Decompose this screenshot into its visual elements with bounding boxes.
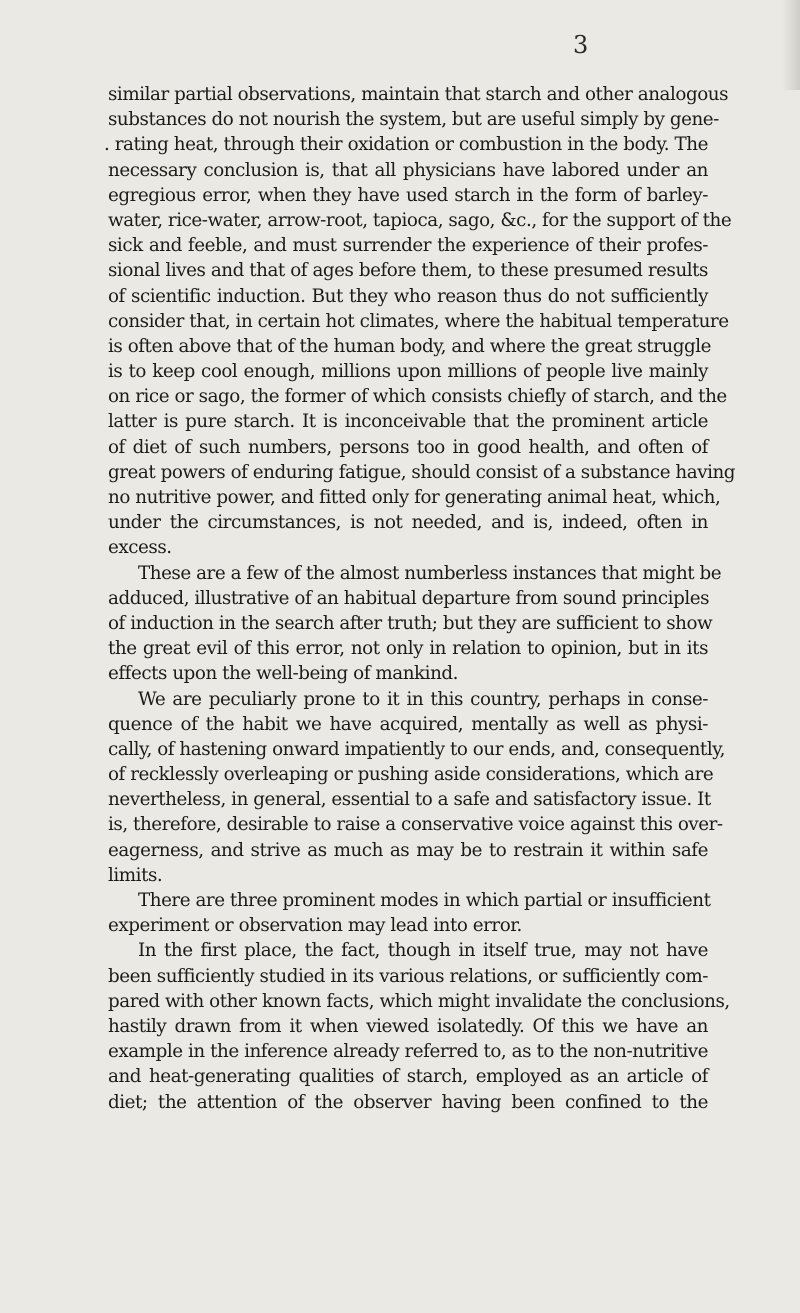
- text-line: similar partial observations, maintain that starch and other analogous: [108, 84, 729, 105]
- text-line: nevertheless, in general, essential to a safe and satisfactory issue. It: [108, 789, 711, 811]
- text-line: is often above that of the human body, and where the great struggle: [108, 335, 711, 357]
- text-line: on rice or sago, the former of which consists chiefly of starch, and the: [108, 386, 727, 408]
- body-text: [104, 82, 736, 1115]
- page-number: 3: [573, 31, 589, 59]
- text-line: latter is pure starch. It is inconceivable that the prominent article: [108, 411, 708, 433]
- text-line: quence of the habit we have acquired, mentally as well as physi-: [108, 713, 708, 735]
- text-line: is to keep cool enough, millions upon millions of people live mainly: [108, 361, 708, 383]
- text-line: sional lives and that of ages before them, to these presumed results: [108, 260, 708, 282]
- text-line: effects upon the well-being of mankind.: [108, 663, 459, 685]
- page-edge-shadow: [782, 0, 800, 90]
- text-line: of scientific induction. But they who reason thus do not sufficiently: [108, 285, 708, 307]
- text-line: consider that, in certain hot climates, where the habitual temperature: [108, 310, 729, 332]
- text-line: and heat-generating qualities of starch, employed as an article of: [108, 1066, 708, 1088]
- text-line: of induction in the search after truth; but they are sufficient to show: [108, 612, 713, 634]
- text-line: . rating heat, through their oxidation or combustion in the body. The: [104, 134, 708, 156]
- text-line: water, rice-water, arrow-root, tapioca, sago, &c., for the support of the: [108, 209, 732, 231]
- text-line: excess.: [108, 537, 172, 559]
- text-line: pared with other known facts, which might invalidate the conclusions,: [108, 990, 730, 1012]
- text-line: example in the inference already referred to, as to the non-nutritive: [108, 1041, 708, 1063]
- text-line: no nutritive power, and fitted only for generating animal heat, which,: [108, 487, 721, 508]
- text-line: is, therefore, desirable to raise a conservative voice against this over-: [108, 814, 723, 836]
- text-line: great powers of enduring fatigue, should consist of a substance having: [108, 461, 736, 483]
- text-line: egregious error, when they have used starch in the form of barley-: [108, 184, 708, 206]
- text-line: adduced, illustrative of an habitual departure from sound principles: [108, 587, 710, 609]
- text-line: These are a few of the almost numberless instances that might be: [138, 562, 722, 584]
- text-line: experiment or observation may lead into error.: [108, 915, 522, 937]
- text-line: of recklessly overleaping or pushing aside considerations, which are: [108, 764, 714, 786]
- text-line: There are three prominent modes in which partial or insufficient: [138, 890, 711, 911]
- text-line: sick and feeble, and must surrender the experience of their profes-: [108, 235, 708, 257]
- text-line: under the circumstances, is not needed, and is, indeed, often in: [108, 512, 708, 534]
- text-line: necessary conclusion is, that all physicians have labored under an: [108, 159, 708, 181]
- text-line: substances do not nourish the system, but are useful simply by gene-: [108, 109, 719, 131]
- text-line: eagerness, and strive as much as may be to restrain it within safe: [108, 839, 708, 861]
- text-line: limits.: [108, 864, 163, 886]
- text-line: been sufficiently studied in its various relations, or sufficiently com-: [108, 965, 708, 987]
- text-line: of diet of such numbers, persons too in good health, and often of: [108, 436, 708, 458]
- text-line: cally, of hastening onward impatiently to our ends, and, consequently,: [108, 738, 726, 760]
- text-line: In the first place, the fact, though in itself true, may not have: [138, 940, 708, 962]
- text-line: diet; the attention of the observer having been confined to the: [108, 1091, 708, 1113]
- text-line: the great evil of this error, not only in relation to opinion, but in its: [108, 638, 708, 660]
- text-line: hastily drawn from it when viewed isolatedly. Of this we have an: [108, 1015, 708, 1037]
- text-line: We are peculiarly prone to it in this country, perhaps in conse-: [138, 688, 708, 710]
